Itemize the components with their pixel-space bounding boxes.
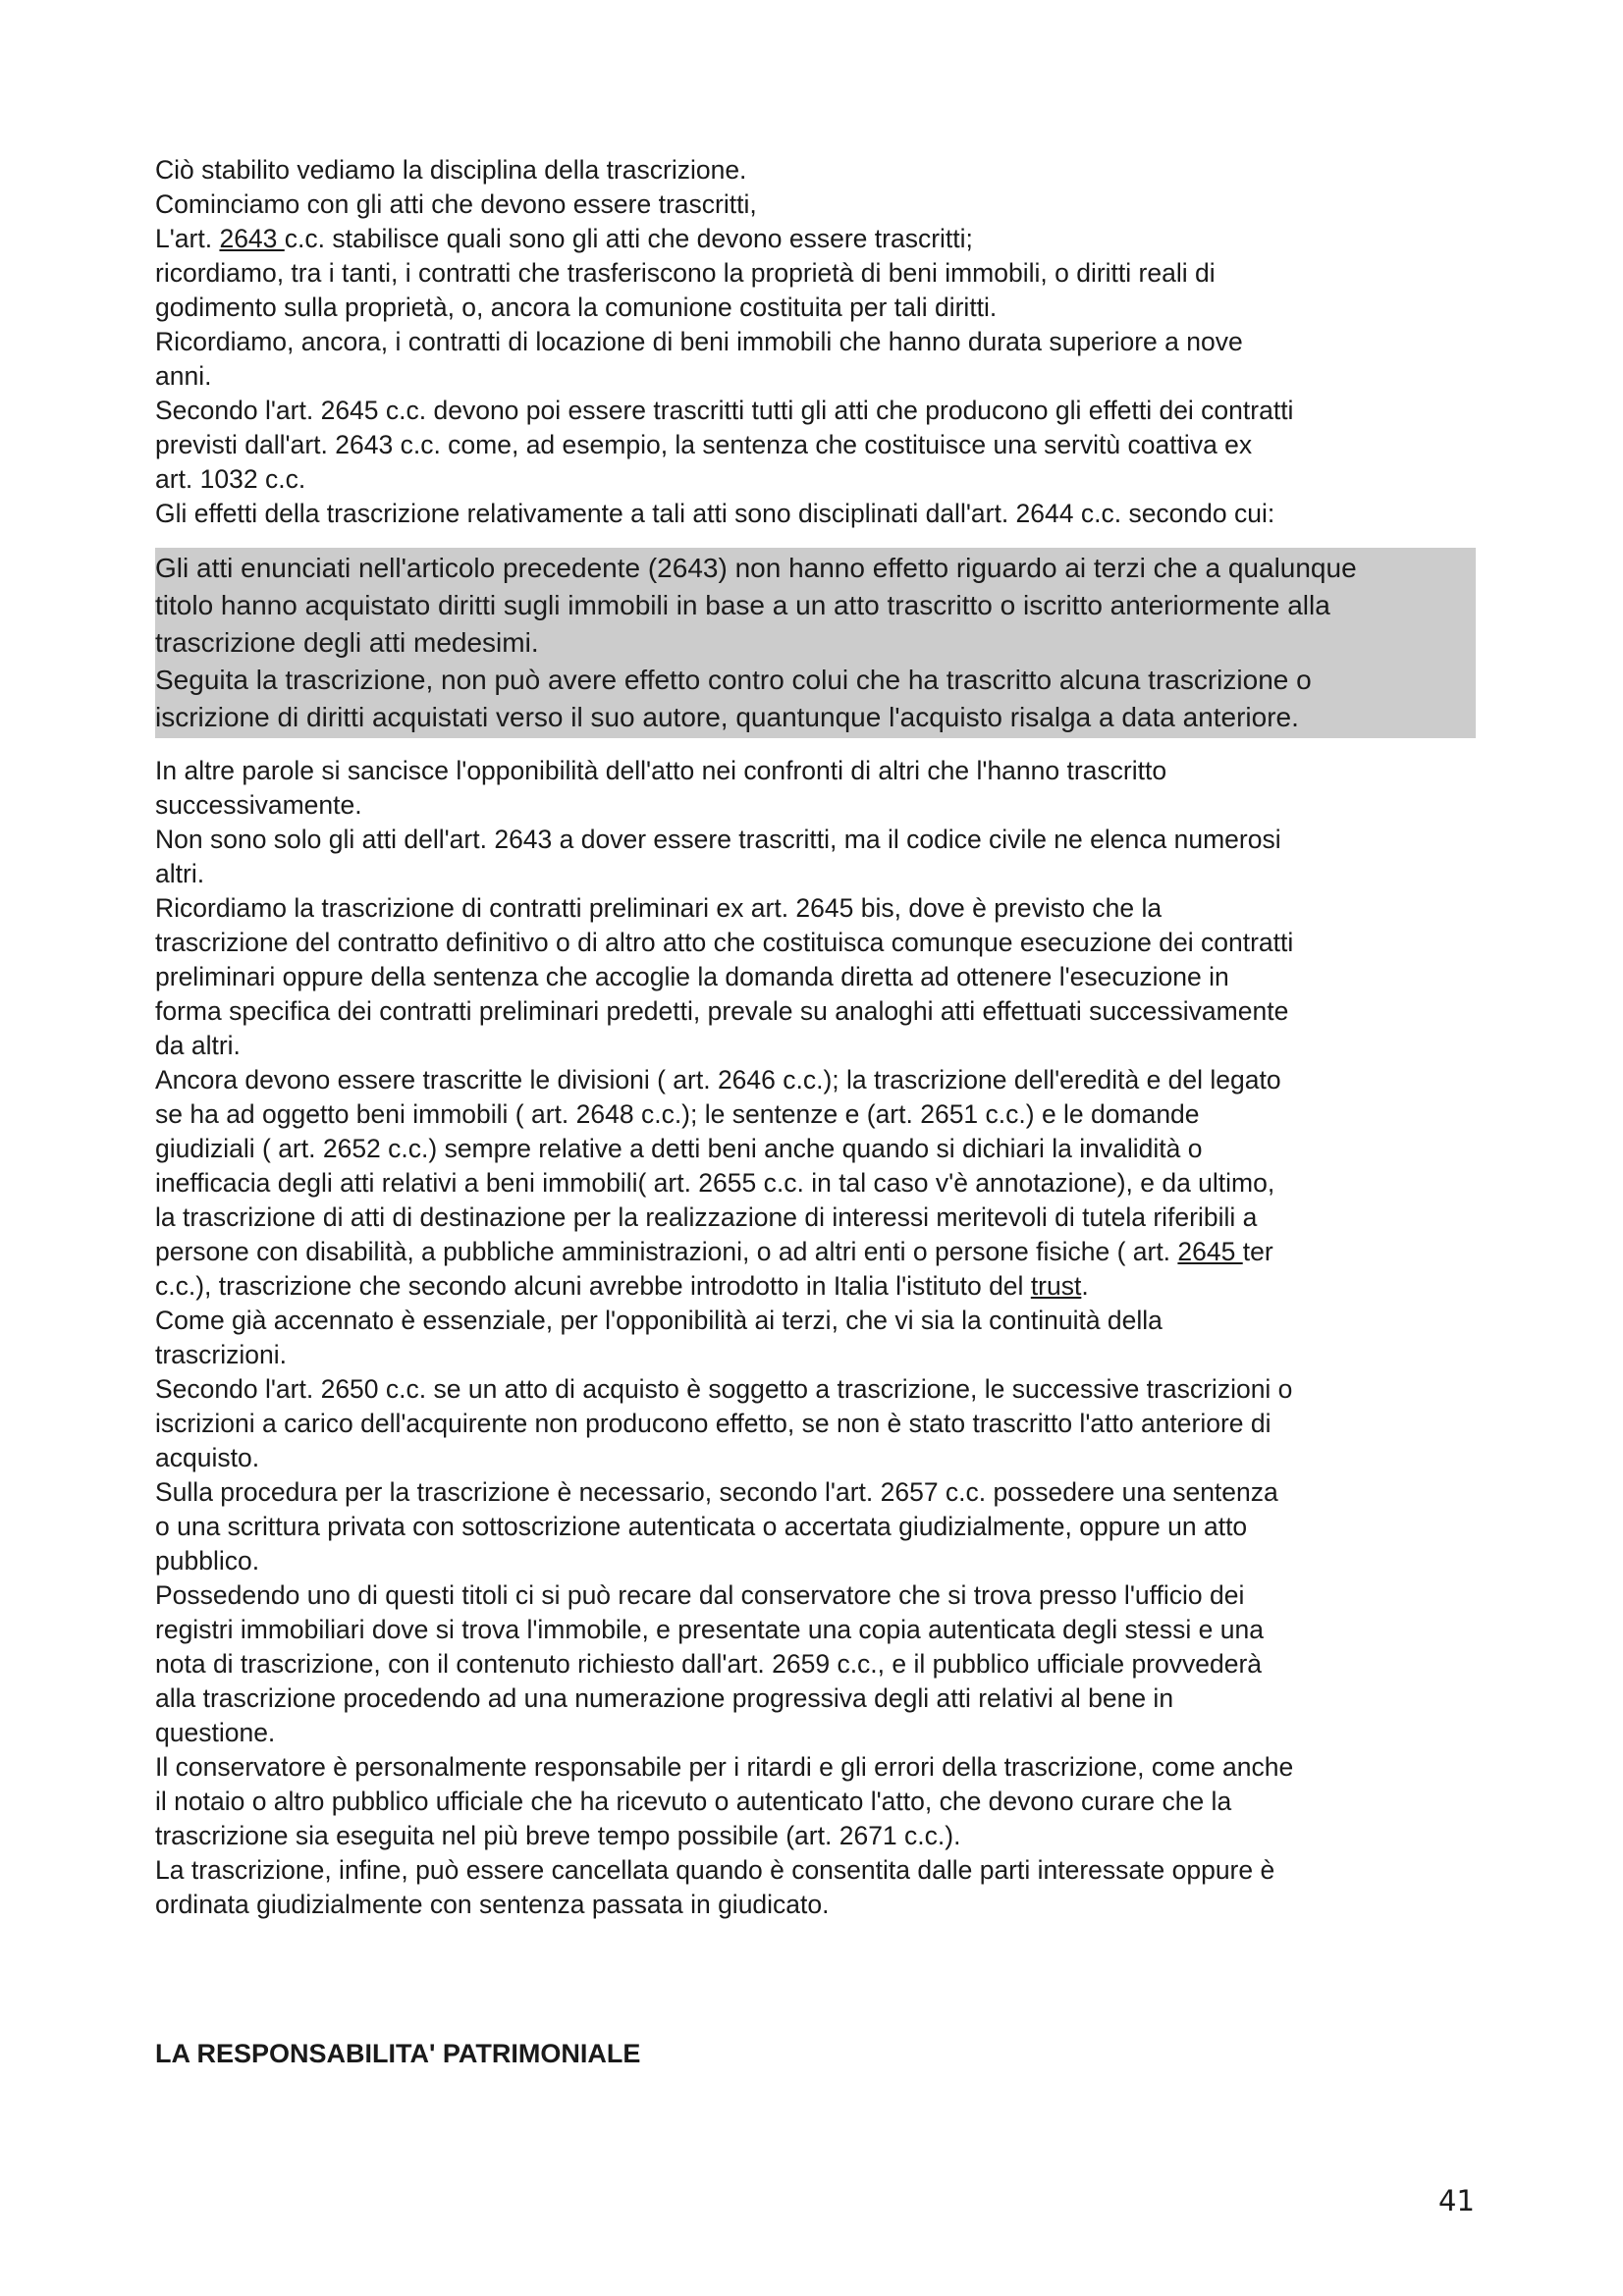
text-line: Non sono solo gli atti dell'art. 2643 a dover essere trascritti, ma il codice civile ne elenca numerosi xyxy=(155,825,1281,854)
text-line: Ricordiamo, ancora, i contratti di locazione di beni immobili che hanno durata superiore a nove xyxy=(155,327,1243,356)
text-line: trascrizioni. xyxy=(155,1340,288,1369)
text-line: art. 1032 c.c. xyxy=(155,464,306,494)
text-line: persone con disabilità, a pubbliche amministrazioni, o ad altri enti o persone fisiche ( art. 2645 ter xyxy=(155,1237,1273,1266)
text-line: L'art. 2643 c.c. stabilisce quali sono gli atti che devono essere trascritti; xyxy=(155,224,973,253)
text-line: Cominciamo con gli atti che devono essere trascritti, xyxy=(155,189,757,219)
text-line: acquisto. xyxy=(155,1443,260,1472)
text-line: In altre parole si sancisce l'opponibilità dell'atto nei confronti di altri che l'hanno trascritto xyxy=(155,756,1167,785)
trust-link[interactable]: trust xyxy=(1030,1271,1082,1301)
text-line: trascrizione sia eseguita nel più breve tempo possibile (art. 2671 c.c.). xyxy=(155,1821,961,1850)
text-line: Ricordiamo la trascrizione di contratti preliminari ex art. 2645 bis, dove è previsto che la xyxy=(155,893,1163,923)
text-line: Come già accennato è essenziale, per l'opponibilità ai terzi, che vi sia la continuità della xyxy=(155,1306,1163,1335)
text-line: Sulla procedura per la trascrizione è necessario, secondo l'art. 2657 c.c. possedere una sentenza xyxy=(155,1477,1278,1507)
article-2645-ter-link[interactable]: 2645 xyxy=(1177,1237,1243,1266)
text-line: La trascrizione, infine, può essere cancellata quando è consentita dalle parti interessate oppure è xyxy=(155,1855,1275,1885)
text-line: ricordiamo, tra i tanti, i contratti che trasferiscono la proprietà di beni immobili, o diritti reali di xyxy=(155,258,1216,288)
text-line: il notaio o altro pubblico ufficiale che ha ricevuto o autenticato l'atto, che devono curare che la xyxy=(155,1787,1232,1816)
page-number: 41 xyxy=(1438,2184,1475,2217)
quote-line: Seguita la trascrizione, non può avere effetto contro colui che ha trascritto alcuna trascrizione o xyxy=(155,665,1312,695)
text-line: preliminari oppure della sentenza che accoglie la domanda diretta ad ottenere l'esecuzione in xyxy=(155,962,1229,991)
quote-line: titolo hanno acquistato diritti sugli immobili in base a un atto trascritto o iscritto anteriormente alla xyxy=(155,590,1330,620)
quote-line: trascrizione degli atti medesimi. xyxy=(155,627,539,658)
text-line: alla trascrizione procedendo ad una numerazione progressiva degli atti relativi al bene in xyxy=(155,1683,1174,1713)
text-line: godimento sulla proprietà, o, ancora la comunione costituita per tali diritti. xyxy=(155,293,998,322)
text-line: Ciò stabilito vediamo la disciplina della trascrizione. xyxy=(155,155,747,185)
text-line: Possedendo uno di questi titoli ci si può recare dal conservatore che si trova presso l'ufficio dei xyxy=(155,1580,1245,1610)
text-line: trascrizione del contratto definitivo o di altro atto che costituisca comunque esecuzione dei contratti xyxy=(155,928,1294,957)
text-line: giudiziali ( art. 2652 c.c.) sempre relative a detti beni anche quando si dichiari la invalidità o xyxy=(155,1134,1203,1163)
quoted-article-block xyxy=(155,548,1476,738)
text-line: registri immobiliari dove si trova l'immobile, e presentate una copia autenticata degli stessi e una xyxy=(155,1615,1264,1644)
text-line: Gli effetti della trascrizione relativamente a tali atti sono disciplinati dall'art. 2644 c.c. secondo cui: xyxy=(155,499,1275,528)
text-line: Secondo l'art. 2645 c.c. devono poi essere trascritti tutti gli atti che producono gli effetti dei contratti xyxy=(155,396,1294,425)
text-line: da altri. xyxy=(155,1031,241,1060)
text-line: questione. xyxy=(155,1718,276,1747)
text-line: ordinata giudizialmente con sentenza passata in giudicato. xyxy=(155,1890,830,1919)
text-line: Il conservatore è personalmente responsabile per i ritardi e gli errori della trascrizione, come anche xyxy=(155,1752,1294,1782)
text-line: se ha ad oggetto beni immobili ( art. 2648 c.c.); le sentenze e (art. 2651 c.c.) e le domande xyxy=(155,1099,1200,1129)
text-line: inefficacia degli atti relativi a beni immobili( art. 2655 c.c. in tal caso v'è annotazione), e da ultimo, xyxy=(155,1168,1275,1198)
quote-line: Gli atti enunciati nell'articolo precedente (2643) non hanno effetto riguardo ai terzi che a qualunque xyxy=(155,553,1357,583)
text-line: Ancora devono essere trascritte le divisioni ( art. 2646 c.c.); la trascrizione dell'eredità e del legato xyxy=(155,1065,1281,1095)
text-line: previsti dall'art. 2643 c.c. come, ad esempio, la sentenza che costituisce una servitù coattiva ex xyxy=(155,430,1253,459)
text-line: iscrizioni a carico dell'acquirente non producono effetto, se non è stato trascritto l'atto anteriore di xyxy=(155,1409,1271,1438)
text-line: successivamente. xyxy=(155,790,362,820)
text-line: nota di trascrizione, con il contenuto richiesto dall'art. 2659 c.c., e il pubblico ufficiale provvederà xyxy=(155,1649,1263,1679)
text-line: la trascrizione di atti di destinazione per la realizzazione di interessi meritevoli di tutela riferibili a xyxy=(155,1202,1258,1232)
text-line: forma specifica dei contratti preliminari predetti, prevale su analoghi atti effettuati successivamente xyxy=(155,996,1289,1026)
text-line: altri. xyxy=(155,859,205,888)
text-line: anni. xyxy=(155,361,212,391)
quote-line: iscrizione di diritti acquistati verso il suo autore, quantunque l'acquisto risalga a data anteriore. xyxy=(155,702,1299,732)
article-2643-link[interactable]: 2643 xyxy=(219,224,285,253)
text-line: Secondo l'art. 2650 c.c. se un atto di acquisto è soggetto a trascrizione, le successive trascrizioni o xyxy=(155,1374,1293,1404)
text-line: c.c.), trascrizione che secondo alcuni avrebbe introdotto in Italia l'istituto del trust. xyxy=(155,1271,1089,1301)
text-line: pubblico. xyxy=(155,1546,260,1575)
body-text xyxy=(155,153,1476,1922)
text-line: o una scrittura privata con sottoscrizione autenticata o accertata giudizialmente, oppure un atto xyxy=(155,1512,1248,1541)
section-heading: LA RESPONSABILITA' PATRIMONIALE xyxy=(155,2039,641,2068)
